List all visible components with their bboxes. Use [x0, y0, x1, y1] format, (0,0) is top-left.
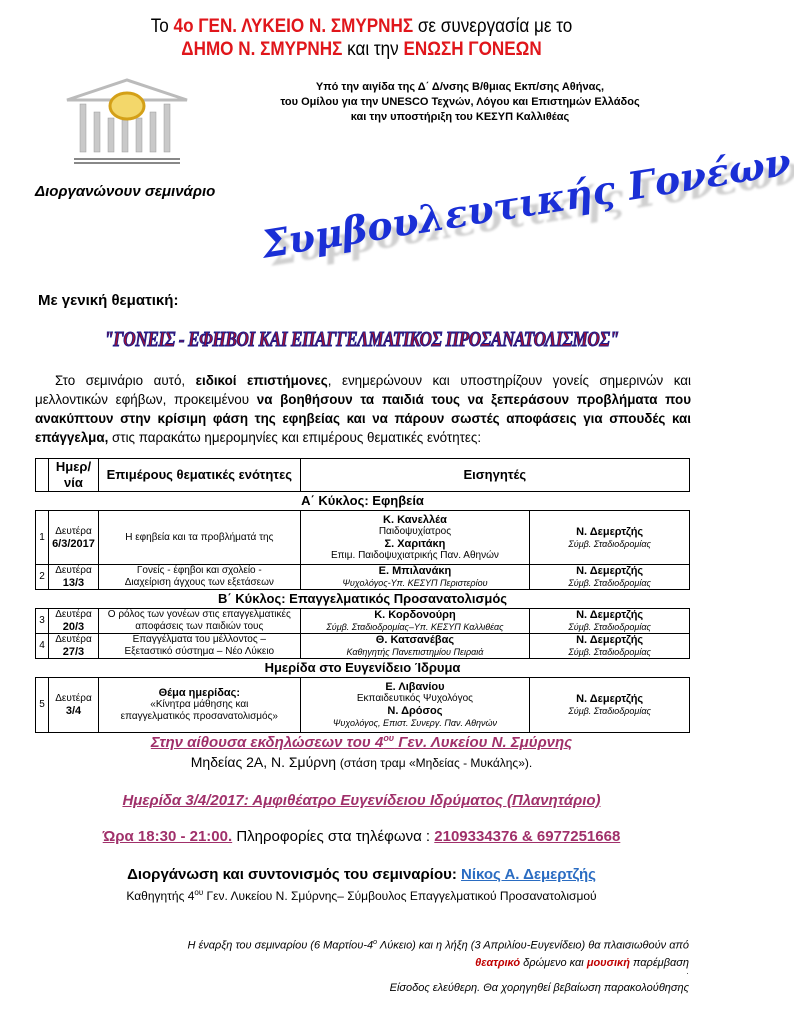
entry-note: Είσοδος ελεύθερη. Θα χορηγηθεί βεβαίωση παρακολούθησης: [389, 982, 689, 994]
aegis-line-3: και την υποστήριξη του ΚΕΣΥΠ Καλλιθέας: [350, 111, 570, 123]
table-row: 2 Δευτέρα 13/3 Γονείς - έφηβοι και σχολείο - Διαχείριση άγχους των εξετάσεων Ε. Μπιλανάκη Ψυχολόγος-Υπ. ΚΕΣΥΠ Περιστερίου Ν. Δεμερτζής Σύμβ. Σταδιοδρομίας: [36, 565, 690, 590]
coordinator-link[interactable]: Νίκος Α. Δεμερτζής: [461, 866, 596, 883]
organize-text: Διοργανώνουν σεμινάριο: [35, 183, 216, 200]
table-header: [36, 459, 690, 492]
schedule-table: [35, 458, 690, 733]
table-row: 1 Δευτέρα 6/3/2017 Η εφηβεία και τα προβλήματά της Κ. Κανελλέα Παιδοψυχίατρος Σ. Χαριτάκη Επιμ. Παιδοψυχιατρικής Παν. Αθηνών Ν. Δεμερτζής Σύμβ. Σταδιοδρομίας: [36, 511, 690, 565]
table-row: 3 Δευτέρα 20/3 Ο ρόλος των γονέων στις επαγγελματικές αποφάσεις των παιδιών τους Κ. Κορδονούρη Σύμβ. Σταδιοδρομίας–Υπ. ΚΕΣΥΠ Καλλιθέας Ν. Δεμερτζής Σύμβ. Σταδιοδρομίας: [36, 609, 690, 634]
footer-dot: .: [686, 967, 689, 976]
header-speakers: Εισηγητές: [300, 459, 689, 492]
seminar-title: Συμβουλευτικής Γονέων: [258, 138, 794, 267]
coordination-line: Διοργάνωση και συντονισμός του σεμιναρίου: Νίκος Α. Δεμερτζής: [127, 866, 596, 883]
section-heading: Β΄ Κύκλος: Επαγγελματικός Προσανατολισμός: [217, 591, 508, 606]
aegis-line-2: του Ομίλου για την UNESCO Τεχνών, Λόγου και Επιστημών Ελλάδος: [280, 96, 640, 108]
table-row: 5 Δευτέρα 3/4 Θέμα ημερίδας: «Κίνητρα μάθησης και επαγγελματικός προσανατολισμός» Ε. Λιβανίου Εκπαιδευτικός Ψυχολόγος Ν. Δρόσος Ψυχολόγος, Επιστ. Συνεργ. Παν. Αθηνών Ν. Δεμερτζής Σύμβ. Σταδιοδρομίας: [36, 678, 690, 733]
unesco-club-logo: [62, 78, 192, 168]
intro-paragraph: Στο σεμινάριο αυτό, ειδικοί επιστήμονες, ενημερώνουν και υποστηρίζουν γονείς σημερινών και μελλοντικών εφήβων, προκειμένου να βοηθήσουν τα παιδιά τους να ξεπεράσουν προβλήματα που ανακύπτουν στην κρίσιμη φάση της εφηβείας και να πάρουν σωστές αποφάσεις για σπουδές και επάγγελμα, στις παρακάτω ημερομηνίες και επιμέρους θεματικές ενότητες:: [35, 373, 691, 445]
aegis-line-1: Υπό την αιγίδα της Δ΄ Δ/νσης Β/θμιας Εκπ/σης Αθήνας,: [315, 81, 605, 93]
theme-label: Με γενική θεματική:: [38, 292, 179, 309]
header-line-2: ΔΗΜΟ Ν. ΣΜΥΡΝΗΣ και την ΕΝΩΣΗ ΓΟΝΕΩΝ: [181, 39, 542, 60]
coordinator-role: Καθηγητής $4^{o\upsilon}$ Γεν. Λυκείου Ν. Σμύρνης– Σύμβουλος Επαγγελματικού Προσανατολισμού: [126, 888, 597, 903]
time-info-line: Ώρα 18:30 - 21:00. Πληροφορίες στα τηλέφωνα : 2109334376 & 6977251668: [102, 828, 621, 845]
venue-line: Στην αίθουσα εκδηλώσεων του $4^{o\upsilon}$ Γεν. Λυκείου Ν. Σμύρνης: [150, 733, 573, 751]
header-line-1: Το 4ο ΓΕΝ. ΛΥΚΕΙΟ Ν. ΣΜΥΡΝΗΣ σε συνεργασία με το: [150, 16, 573, 37]
theme-title: "ΓΟΝΕΙΣ - ΕΦΗΒΟΙ ΚΑΙ ΕΠΑΓΓΕΛΜΑΤΙΚΟΣ ΠΡΟΣΑΝΑΤΟΛΙΣΜΟΣ": [104, 327, 619, 351]
section-heading: Ημερίδα στο Ευγενίδειο Ίδρυμα: [264, 660, 461, 675]
section-heading: Α΄ Κύκλος: Εφηβεία: [301, 493, 424, 508]
address-line: Μηδείας 2Α, Ν. Σμύρνη (στάση τραμ «Μηδείας - Μυκάλης»).: [190, 754, 533, 770]
day-event-line: Ημερίδα 3/4/2017: Αμφιθέατρο Ευγενίδειου Ιδρύματος (Πλανητάριο): [122, 792, 601, 809]
table-row: 4 Δευτέρα 27/3 Επαγγέλματα του μέλλοντος – Εξεταστικό σύστημα – Νέο Λύκειο Θ. Κατσανέβας Καθηγητής Πανεπιστημίου Πειραιά Ν. Δεμερτζής Σύμβ. Σταδιοδρομίας: [36, 634, 690, 659]
header-date: Ημερ/νία: [48, 459, 98, 492]
footer-note: Η έναρξη του σεμιναρίου (6 Μαρτίου-$4^o$ Λύκειο) και η λήξη (3 Απριλίου-Ευγενίδειο) θα πλαισιωθούν από θεατρικό δρώμενο και μουσική παρέμβαση: [187, 939, 689, 969]
header-topics: Επιμέρους θεματικές ενότητες: [98, 459, 300, 492]
